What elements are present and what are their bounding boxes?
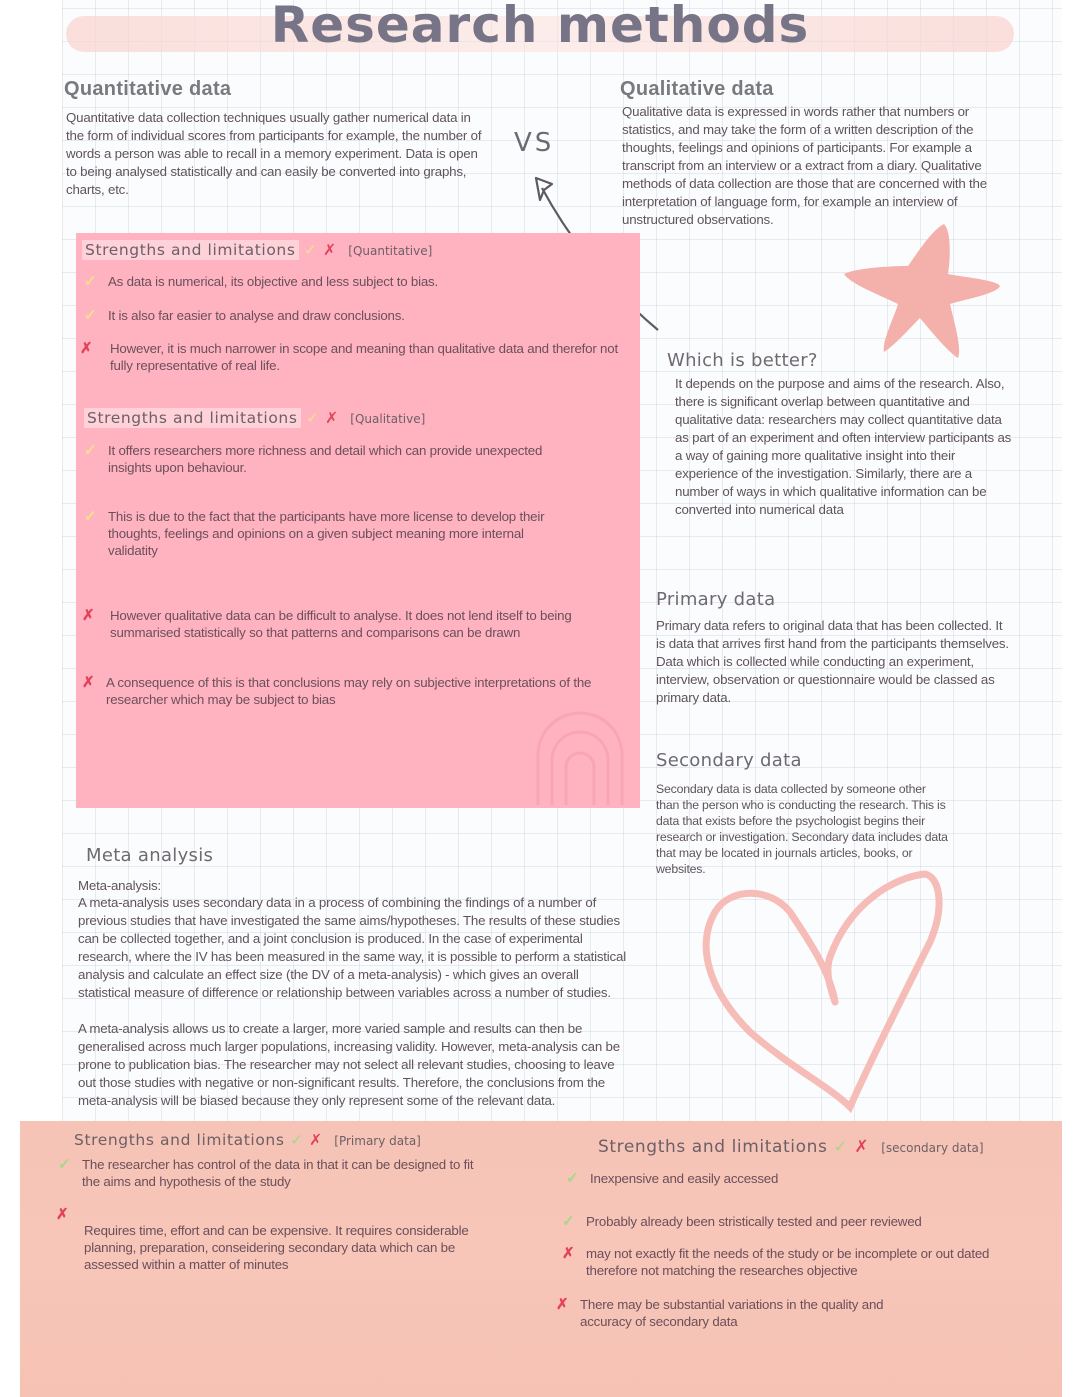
qual-strength-2: [84, 508, 564, 559]
primary-sl-title: [74, 1131, 421, 1149]
secondary-heading: Secondary data: [656, 750, 802, 771]
item-text: It is also far easier to analyse and draw conclusions.: [108, 308, 405, 323]
tick-icon: ✓: [84, 307, 97, 324]
meta-label: Meta-analysis:: [78, 878, 161, 893]
qual-sl-title-text: Strengths and limitations: [84, 408, 301, 428]
item-text: However qualitative data can be difficult to analyse. It does not lend itself to being summarised statistically so that patterns and comparisons can be drawn: [110, 608, 572, 640]
tick-icon: ✓: [84, 442, 97, 459]
meta-heading: Meta analysis: [86, 845, 214, 866]
item-text: A consequence of this is that conclusions may rely on subjective interpretations of the researcher which may be subject to bias: [106, 675, 592, 707]
qualitative-text: Qualitative data is expressed in words rather that numbers or statistics, and may take the form of a written description of the thoughts, feelings and opinions of participants. For example a transcript from an interview or a extract from a diary. Qualitative methods of data collection are those that are concerned with the interpretation of language form, for example an interview of unstructured observations.: [622, 104, 987, 227]
tick-icon: ✓: [833, 1137, 849, 1157]
qual-limitation-1: [82, 607, 612, 641]
primary-sl-tag: [Primary data]: [334, 1134, 421, 1148]
item-text: The researcher has control of the data in that it can be designed to fit the aims and hypothesis of the study: [82, 1157, 474, 1189]
secondary-strength-2: [562, 1213, 1002, 1230]
item-text: There may be substantial variations in the quality and accuracy of secondary data: [580, 1297, 884, 1329]
item-text: However, it is much narrower in scope and meaning than qualitative data and therefor not fully representative of real life.: [110, 341, 618, 373]
secondary-sl-title-text: Strengths and limitations: [598, 1137, 828, 1157]
item-text: This is due to the fact that the participants have more license to develop their thoughts, feelings and opinions on a given subject meaning more internal validatity: [108, 509, 545, 558]
quant-strength-1: [84, 273, 624, 290]
primary-heading: Primary data: [656, 589, 776, 610]
tick-icon: ✓: [566, 1170, 579, 1187]
meta-para-1: A meta-analysis uses secondary data in a process of combining the findings of a number of previous studies that have investigated the same aims/hypotheses. The results of these studies can be collected together, and a joint conclusion is produced. In the case of experimental research, where the IV has been measured in the same way, it is possible to perform a statistical analysis and calculate an effect size (the DV of a meta-analysis) - which gives an overall statistical measure of difference or relationship between variables across a number of studies.: [78, 895, 626, 1000]
cross-icon: ✗: [325, 409, 339, 427]
secondary-sl-tag: [secondary data]: [881, 1141, 984, 1155]
cross-icon: ✗: [56, 1206, 69, 1223]
primary-strength-1: [58, 1156, 478, 1190]
qual-sl-title: [84, 409, 425, 427]
cross-icon: ✗: [309, 1131, 323, 1149]
qual-strength-1: [84, 442, 564, 476]
cross-icon: ✗: [82, 674, 95, 691]
quant-strength-2: [84, 307, 624, 324]
item-text: Requires time, effort and can be expensive. It requires considerable planning, preparation, conseidering secondary data which can be assessed within a matter of minutes: [84, 1223, 469, 1272]
secondary-strength-1: [566, 1170, 1006, 1187]
secondary-limitation-1: [562, 1245, 1012, 1279]
primary-limitation-1: [56, 1206, 486, 1273]
tick-icon: ✓: [84, 508, 97, 525]
qual-sl-tag: [Qualitative]: [350, 412, 426, 426]
tick-icon: ✓: [562, 1213, 575, 1230]
which-better-heading: Which is better?: [667, 350, 818, 371]
cross-icon: ✗: [82, 607, 95, 624]
qualitative-heading: Qualitative data: [620, 78, 774, 100]
cross-icon: ✗: [323, 241, 337, 259]
which-better-text: It depends on the purpose and aims of the research. Also, there is significant overlap between quantitative and qualitative data: researchers may collect quantitative data as part of an experiment and often interview participants as a way of gaining more qualitative insight into their experience of the investigation. Similarly, there are a number of ways in which qualitative information can be converted into numerical data: [675, 376, 1012, 517]
tick-icon: ✓: [290, 1131, 304, 1149]
quant-sl-title-text: Strengths and limitations: [82, 240, 299, 260]
item-text: It offers researchers more richness and detail which can provide unexpected insights upon behaviour.: [108, 443, 543, 475]
item-text: As data is numerical, its objective and less subject to bias.: [108, 274, 438, 289]
primary-text: Primary data refers to original data that has been collected. It is data that arrives first hand from the participants themselves. Data which is collected while conducting an experiment, interview, observation or questionnaire would be classed as primary data.: [656, 618, 1009, 705]
quant-limitation-1: [80, 340, 636, 374]
secondary-text: Secondary data is data collected by someone other than the person who is conducting the research. This is data that exists before the psychologist begins their research or investigation. Secondary data includes data that may be located in journals articles, books, or websites.: [656, 782, 948, 876]
rainbow-icon: [530, 705, 630, 805]
heart-icon: [690, 862, 960, 1122]
cross-icon: ✗: [562, 1245, 575, 1262]
item-text: may not exactly fit the needs of the study or be incomplete or out dated therefore not matching the researches objective: [586, 1246, 990, 1278]
cross-icon: ✗: [556, 1296, 569, 1313]
primary-sl-title-text: Strengths and limitations: [74, 1131, 285, 1149]
quant-sl-title: [82, 241, 432, 259]
qual-limitation-2: [82, 674, 612, 708]
tick-icon: ✓: [58, 1156, 71, 1173]
star-icon: [832, 222, 1002, 362]
quantitative-heading: Quantitative data: [64, 78, 232, 100]
tick-icon: ✓: [304, 241, 318, 259]
secondary-limitation-2: [556, 1296, 916, 1330]
tick-icon: ✓: [84, 273, 97, 290]
secondary-sl-title: [598, 1137, 984, 1157]
cross-icon: ✗: [854, 1137, 870, 1157]
item-text: Inexpensive and easily accessed: [590, 1171, 779, 1186]
item-text: Probably already been stristically tested and peer reviewed: [586, 1214, 922, 1229]
meta-para-2: A meta-analysis allows us to create a larger, more varied sample and results can then be generalised across much larger populations, increasing validity. However, meta-analysis can be prone to publication bias. The researcher may not select all relevant studies, choosing to leave out those studies with negative or non-significant results. Therefore, the conclusions from the meta-analysis will be biased because they only represent some of the relevant data.: [78, 1021, 620, 1108]
quantitative-text: Quantitative data collection techniques usually gather numerical data in the form of individual scores from participants for example, the number of words a person was able to recall in a memory experiment. Data is open to being analysed statistically and can easily be converted into graphs, charts, etc.: [66, 110, 482, 197]
tick-icon: ✓: [306, 409, 320, 427]
quant-sl-tag: [Quantitative]: [348, 244, 433, 258]
cross-icon: ✗: [80, 340, 93, 357]
vs-label: VS: [514, 128, 555, 158]
page-title: Research methods: [270, 0, 810, 54]
